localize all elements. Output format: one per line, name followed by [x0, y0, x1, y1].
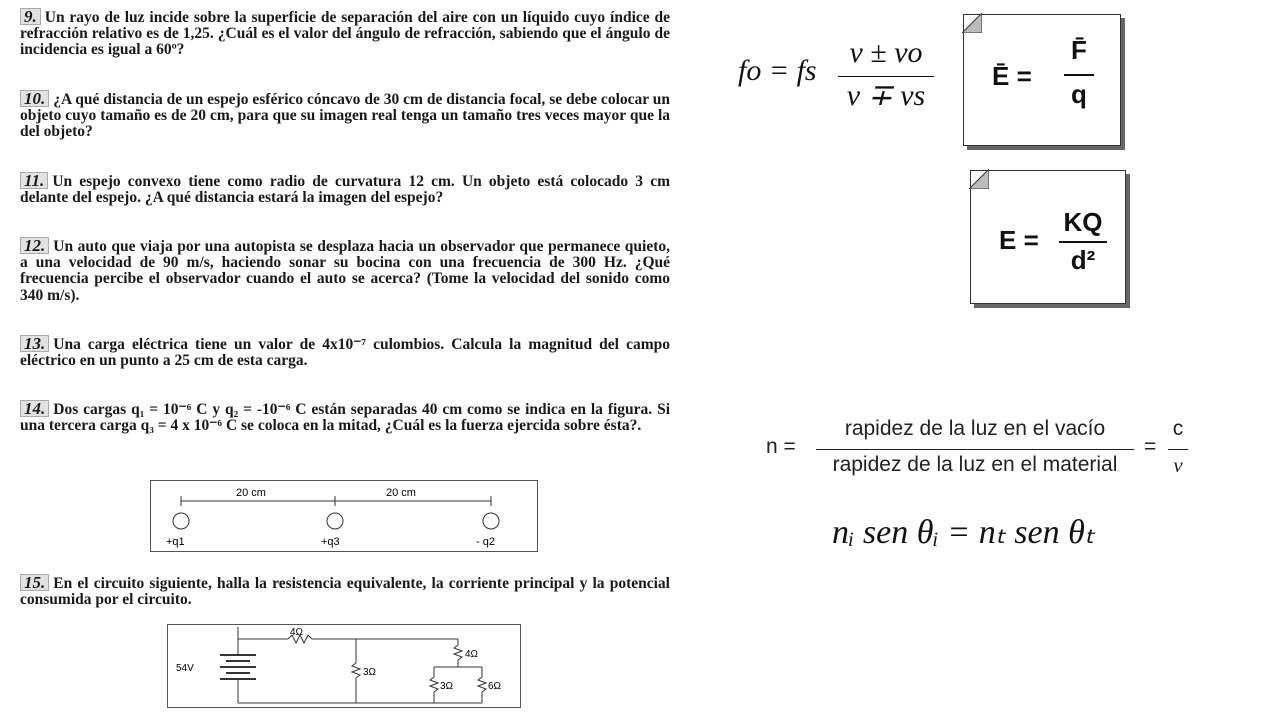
resistor-right-b-label: 6Ω	[488, 681, 502, 692]
page-corner-icon	[969, 169, 989, 189]
charges-figure	[150, 480, 538, 552]
problem-12	[20, 237, 670, 304]
problem-number: 12.	[20, 237, 49, 254]
circuit-figure	[167, 624, 521, 708]
field2-numerator: KQ	[1063, 207, 1103, 237]
problem-9	[20, 8, 670, 59]
field1-lhs: Ē =	[992, 61, 1032, 91]
charge-q2	[483, 513, 499, 529]
problem-number: 14.	[20, 400, 49, 417]
index-denominator-v: v	[1173, 453, 1183, 477]
refraction-index-formula	[766, 415, 1196, 487]
problem-text: Un auto que viaja por una autopista se desplaza hacia un observador que permanece quieto, a una velocidad de 90 m/s, haciendo sonar su bocina con una frecuencia de 300 Hz. ¿Qué frecuencia percibe el observador cuando el auto se acerca? (Tome la velocidad del sonido como 340 m/s).	[20, 238, 670, 304]
fraction-bar	[1059, 241, 1107, 243]
problem-text: Dos cargas q₁ = 10⁻⁶ C y q₂ = -10⁻⁶ C están separadas 40 cm como se indica en la figura. Si una tercera carga q₃ = 4 x 10⁻⁶ C se coloca en la mitad, ¿Cuál es la fuerza ejercida sobre ésta?.	[20, 401, 670, 435]
doppler-lhs: fo = fs	[738, 54, 817, 87]
problem-text: Una carga eléctrica tiene un valor de 4x10⁻⁷ culombios. Calcula la magnitud del campo eléctrico en un punto a 25 cm de esta carga.	[20, 336, 670, 370]
problem-15	[20, 574, 670, 608]
charge-label-q1: +q1	[166, 536, 185, 548]
fraction-bar	[1168, 449, 1188, 450]
doppler-denominator: v ∓ vs	[846, 79, 926, 112]
index-numerator-c: c	[1172, 417, 1184, 440]
field2-lhs: E =	[999, 225, 1039, 255]
charge-label-q2: - q2	[476, 536, 495, 548]
problem-14	[20, 400, 670, 434]
problem-13	[20, 335, 670, 369]
field2-denominator: d²	[1070, 245, 1096, 275]
field1-numerator: F̄	[1071, 35, 1087, 65]
source-label: 54V	[176, 663, 194, 674]
problem-text: ¿A qué distancia de un espejo esférico cóncavo de 30 cm de distancia focal, se debe colocar un objeto cuyo tamaño es de 20 cm, para que su imagen real tenga un tamaño tres veces mayor que la del objeto?	[20, 91, 670, 141]
charge-q3	[327, 513, 343, 529]
field1-denominator: q	[1071, 79, 1087, 109]
resistor-right-a-label: 3Ω	[440, 681, 454, 692]
problem-11	[20, 172, 670, 206]
problem-number: 13.	[20, 335, 49, 352]
resistor-right-top-label: 4Ω	[465, 649, 479, 660]
index-denominator: rapidez de la luz en el material	[832, 453, 1118, 476]
distance-label-left: 20 cm	[236, 487, 266, 499]
index-equals: =	[1144, 435, 1157, 458]
resistor-mid-label: 3Ω	[363, 667, 377, 678]
resistor-top-label: 4Ω	[290, 627, 304, 638]
page-corner-icon	[962, 13, 982, 33]
fraction-bar	[816, 449, 1134, 450]
problem-number: 10.	[20, 90, 49, 107]
problem-10	[20, 90, 670, 141]
charge-q1	[173, 513, 189, 529]
snell-law-formula: nᵢ sen θᵢ = nₜ sen θₜ	[832, 514, 1095, 551]
problem-text: En el circuito siguiente, halla la resistencia equivalente, la corriente principal y la potencial consumida por el circuito.	[20, 575, 670, 609]
problem-text: Un espejo convexo tiene como radio de curvatura 12 cm. Un objeto está colocado 3 cm delante del espejo. ¿A qué distancia estará la imagen del espejo?	[20, 173, 670, 207]
problem-number: 9.	[20, 8, 41, 25]
problem-number: 15.	[20, 574, 49, 591]
index-numerator: rapidez de la luz en el vacío	[844, 417, 1106, 440]
field-formula-card-1	[963, 14, 1121, 146]
index-lhs: n =	[766, 435, 796, 458]
doppler-formula	[738, 36, 948, 116]
charge-label-q3: +q3	[321, 536, 340, 548]
problem-number: 11.	[20, 172, 48, 189]
problem-text: Un rayo de luz incide sobre la superficie de separación del aire con un líquido cuyo índice de refracción relativo es de 1,25. ¿Cuál es el valor del ángulo de refracción, sabiendo que el ángulo de incidencia es igual a 60º?	[20, 9, 670, 59]
distance-label-right: 20 cm	[386, 487, 416, 499]
field-formula-card-2	[970, 170, 1126, 304]
fraction-bar	[838, 76, 934, 77]
doppler-numerator: v ± vo	[849, 36, 923, 69]
fraction-bar	[1064, 74, 1094, 76]
